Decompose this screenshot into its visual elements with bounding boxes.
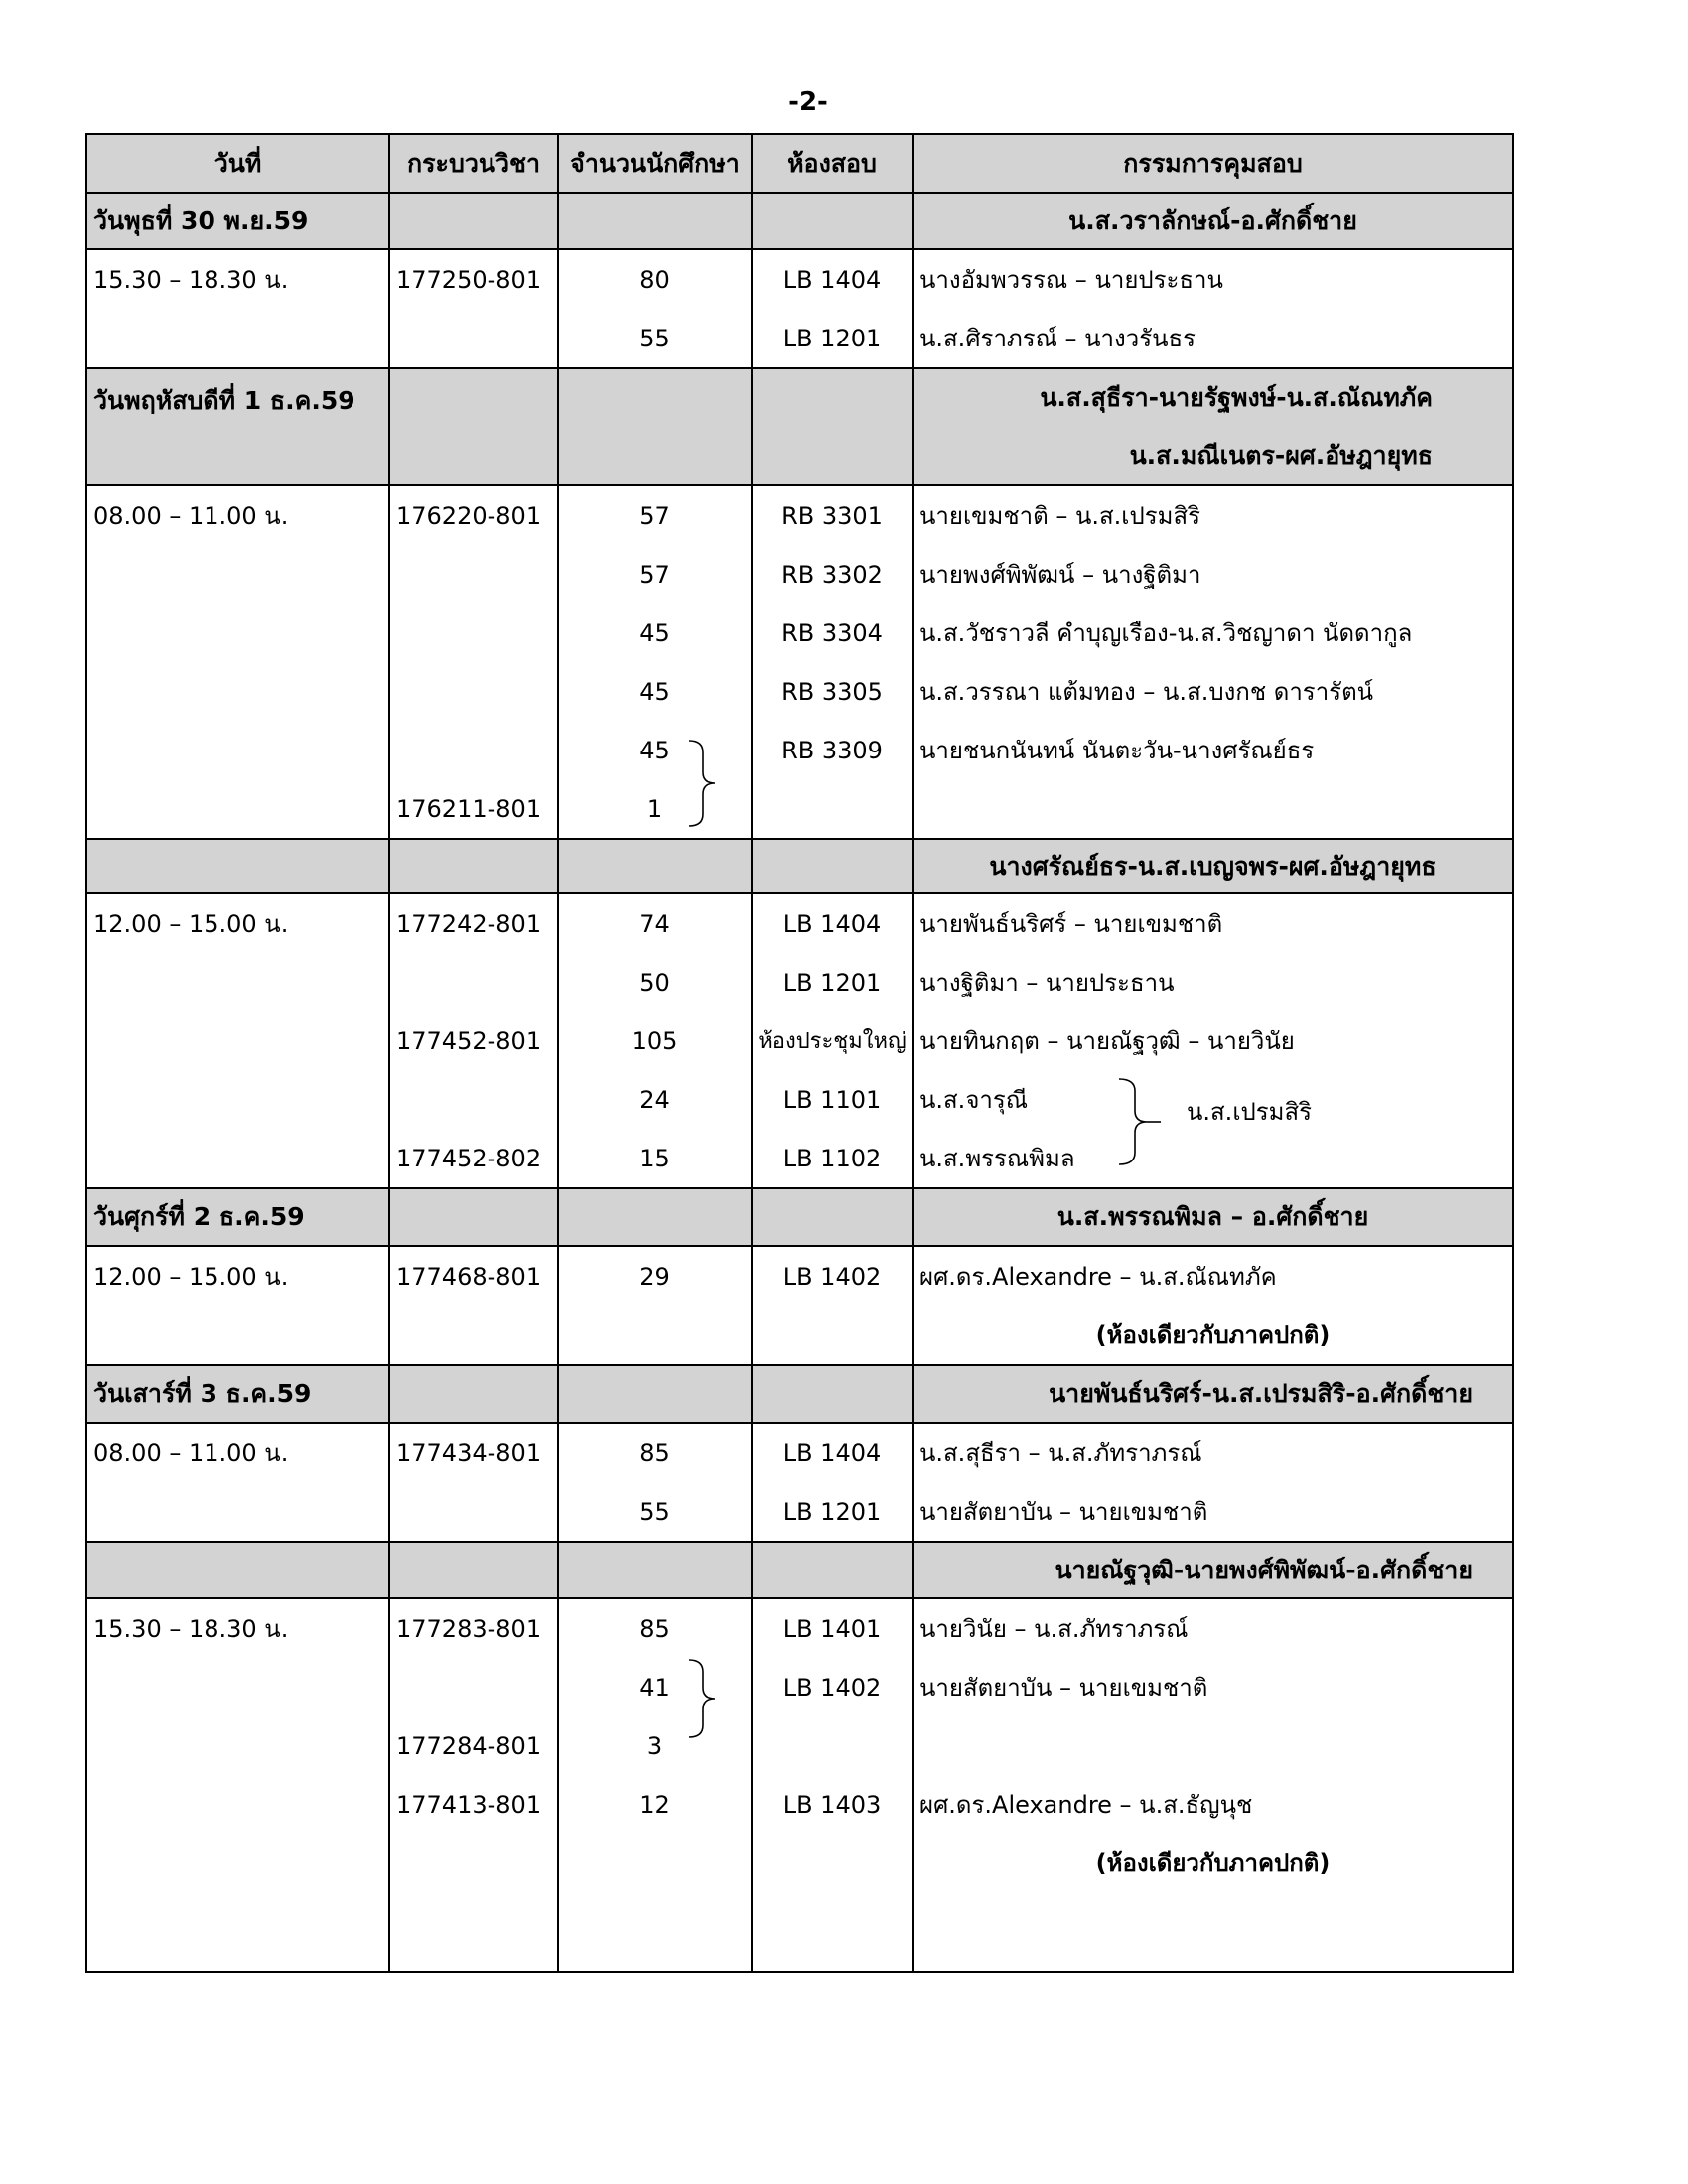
table-row [86,1129,1513,1188]
header-course: กระบวนวิชา [389,134,558,193]
table-row [86,545,1513,604]
course-code: 177468-801 [389,1246,558,1305]
proctors: น.ส.พรรณพิมล [913,1129,1513,1188]
shared-proctor: น.ส.เปรมสิริ [1187,1098,1312,1126]
exam-room: RB 3309 [752,721,913,779]
exam-room: RB 3302 [752,545,913,604]
exam-room: LB 1401 [752,1598,913,1658]
exam-room: LB 1402 [752,1246,913,1305]
band-chief-proctors: นางศรัณย์ธร-น.ส.เบญจพร-ผศ.อัษฎายุทธ [913,839,1513,893]
session-time: 12.00 – 15.00 น. [86,893,389,953]
exam-room: RB 3304 [752,604,913,662]
proctors: น.ส.จารุณี [913,1070,1513,1129]
table-row [86,779,1513,839]
session-time: 15.30 – 18.30 น. [86,249,389,309]
course-code: 177434-801 [389,1423,558,1482]
student-count: 50 [558,953,752,1012]
group-bracket-icon [687,739,727,828]
student-count: 55 [558,1482,752,1542]
table-row [86,1892,1513,1972]
table-row [86,249,1513,309]
exam-room: LB 1201 [752,953,913,1012]
exam-room: LB 1201 [752,309,913,368]
course-code: 177242-801 [389,893,558,953]
student-count: 24 [558,1070,752,1129]
table-row [86,1598,1513,1658]
student-count: 1 [558,779,752,839]
student-count: 55 [558,309,752,368]
same-room-note: (ห้องเดียวกับภาคปกติ) [913,1834,1513,1892]
table-row [86,485,1513,545]
date-band [86,193,1513,249]
student-count: 85 [558,1423,752,1482]
student-count: 15 [558,1129,752,1188]
band-chief-proctors: นายณัฐวุฒิ-นายพงศ์พิพัฒน์-อ.ศักดิ์ชาย [913,1542,1513,1598]
course-code: 177452-802 [389,1129,558,1188]
student-count: 45 [558,721,752,779]
date-band [86,839,1513,893]
exam-room: RB 3305 [752,662,913,721]
band-chief-proctors: น.ส.พรรณพิมล – อ.ศักดิ์ชาย [913,1188,1513,1246]
session-time: 12.00 – 15.00 น. [86,1246,389,1305]
proctors: น.ส.สุธีรา – น.ส.ภัทราภรณ์ [913,1423,1513,1482]
same-room-note: (ห้องเดียวกับภาคปกติ) [913,1305,1513,1365]
band-chief-proctors: น.ส.มณีเนตร-ผศ.อัษฎายุทธ [1129,441,1433,470]
table-row [86,1482,1513,1542]
student-count: 12 [558,1775,752,1834]
proctors: นายสัตยาบัน – นายเขมชาติ [913,1658,1513,1716]
exam-room: LB 1403 [752,1775,913,1834]
date-band [86,1365,1513,1423]
table-row [86,953,1513,1012]
exam-schedule-table [85,133,1514,1973]
student-count: 45 [558,604,752,662]
course-code: 177413-801 [389,1775,558,1834]
table-row [86,604,1513,662]
proctors: นายวินัย – น.ส.ภัทราภรณ์ [913,1598,1513,1658]
course-code: 176220-801 [389,485,558,545]
proctors: น.ส.วัชราวลี คำบุญเรือง-น.ส.วิชญาดา นัดดากูล [913,604,1513,662]
student-count: 80 [558,249,752,309]
band-date: วันเสาร์ที่ 3 ธ.ค.59 [86,1365,389,1423]
table-row [86,1012,1513,1070]
table-header-row [86,134,1513,193]
date-band [86,1188,1513,1246]
exam-room: LB 1102 [752,1129,913,1188]
proctors: นางอัมพวรรณ – นายประธาน [913,249,1513,309]
table-row [86,309,1513,368]
header-room: ห้องสอบ [752,134,913,193]
header-date: วันที่ [86,134,389,193]
proctors: นายสัตยาบัน – นายเขมชาติ [913,1482,1513,1542]
proctors: นายเขมชาติ – น.ส.เปรมสิริ [913,485,1513,545]
band-chief-proctors: น.ส.วราลักษณ์-อ.ศักดิ์ชาย [913,193,1513,249]
proctors: ผศ.ดร.Alexandre – น.ส.ธัญนุช [913,1775,1513,1834]
exam-room: ห้องประชุมใหญ่ [752,1012,913,1070]
student-count: 3 [558,1716,752,1775]
exam-room: LB 1404 [752,893,913,953]
date-band [86,368,1513,485]
exam-room: RB 3301 [752,485,913,545]
band-date: วันพฤหัสบดีที่ 1 ธ.ค.59 [86,368,389,485]
table-row [86,1775,1513,1834]
band-chief-proctors: นายพันธ์นริศร์-น.ส.เปรมสิริ-อ.ศักดิ์ชาย [913,1365,1513,1423]
course-code: 177250-801 [389,249,558,309]
table-row [86,721,1513,779]
exam-room: LB 1101 [752,1070,913,1129]
student-count: 105 [558,1012,752,1070]
proctors: น.ส.วรรณา แต้มทอง – น.ส.บงกช ดารารัตน์ [913,662,1513,721]
table-row [86,1305,1513,1365]
proctors: ผศ.ดร.Alexandre – น.ส.ณัณทภัค [913,1246,1513,1305]
course-code: 176211-801 [389,779,558,839]
table-row [86,1423,1513,1482]
proctors: นายพงศ์พิพัฒน์ – นางฐิติมา [913,545,1513,604]
proctors: น.ส.ศิราภรณ์ – นางวรันธร [913,309,1513,368]
exam-room: LB 1404 [752,1423,913,1482]
header-proctors: กรรมการคุมสอบ [913,134,1513,193]
page-number: -2- [788,87,828,117]
table-row [86,1834,1513,1892]
band-date: วันศุกร์ที่ 2 ธ.ค.59 [86,1188,389,1246]
exam-room: LB 1402 [752,1658,913,1716]
session-time: 15.30 – 18.30 น. [86,1598,389,1658]
band-chief-proctors: น.ส.สุธีรา-นายรัฐพงษ์-น.ส.ณัณทภัค [1040,383,1433,412]
group-bracket-icon [1117,1077,1165,1166]
student-count: 74 [558,893,752,953]
course-code: 177284-801 [389,1716,558,1775]
table-row [86,1716,1513,1775]
table-row [86,893,1513,953]
table-row [86,1246,1513,1305]
student-count: 85 [558,1598,752,1658]
course-code: 177283-801 [389,1598,558,1658]
proctors: นายทินกฤต – นายณัฐวุฒิ – นายวินัย [913,1012,1513,1070]
exam-room: LB 1404 [752,249,913,309]
session-time: 08.00 – 11.00 น. [86,1423,389,1482]
student-count: 57 [558,485,752,545]
proctors: นางฐิติมา – นายประธาน [913,953,1513,1012]
header-students: จำนวนนักศึกษา [558,134,752,193]
table-row [86,1658,1513,1716]
band-date: วันพุธที่ 30 พ.ย.59 [86,193,389,249]
session-time: 08.00 – 11.00 น. [86,485,389,545]
exam-room: LB 1201 [752,1482,913,1542]
group-bracket-icon [687,1658,727,1739]
student-count: 57 [558,545,752,604]
student-count: 45 [558,662,752,721]
proctors: นายพันธ์นริศร์ – นายเขมชาติ [913,893,1513,953]
student-count: 29 [558,1246,752,1305]
student-count: 41 [558,1658,752,1716]
proctors: นายชนกนันทน์ นันตะวัน-นางศรัณย์ธร [913,721,1513,779]
date-band [86,1542,1513,1598]
table-row [86,662,1513,721]
course-code: 177452-801 [389,1012,558,1070]
